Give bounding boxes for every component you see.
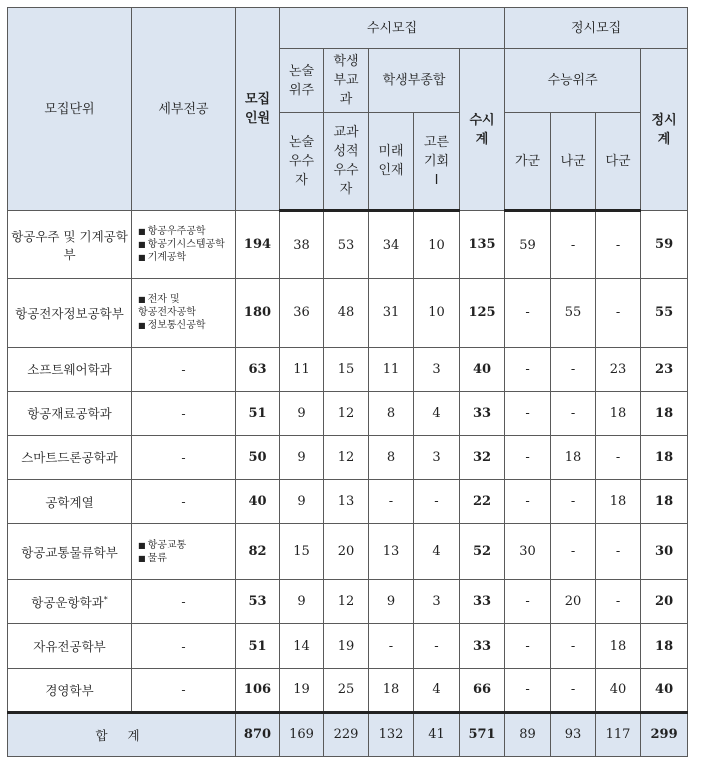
susi-total-cell: 22 — [460, 479, 505, 523]
quota-cell: 50 — [236, 435, 280, 479]
unit-name: 공학계열 — [45, 494, 94, 510]
future-cell: 13 — [369, 524, 414, 580]
na-cell: - — [551, 524, 596, 580]
detail-major-item — [138, 539, 235, 552]
table-row — [8, 479, 688, 523]
susi-total-cell: 32 — [460, 435, 505, 479]
total-label: 합 계 — [8, 712, 236, 756]
da-cell: 18 — [596, 624, 641, 668]
quota-cell: 63 — [236, 347, 280, 391]
grade-cell: 12 — [324, 391, 369, 435]
ga-cell: - — [505, 668, 551, 712]
na-cell: - — [551, 668, 596, 712]
equal-cell: 3 — [414, 347, 460, 391]
detail-major-dash: - — [181, 361, 186, 377]
susi-total-cell: 52 — [460, 524, 505, 580]
detail-major-label: 항공우주공학 — [147, 226, 206, 238]
detail-major-item — [138, 552, 235, 565]
future-cell: 34 — [369, 211, 414, 279]
total-na-cell: 93 — [551, 712, 596, 756]
da-cell: - — [596, 524, 641, 580]
header-essay-group: 논술 위주 — [280, 49, 324, 113]
ga-cell: - — [505, 279, 551, 347]
equal-cell: - — [414, 624, 460, 668]
grade-cell: 25 — [324, 668, 369, 712]
header-na: 나군 — [551, 113, 596, 211]
table-row — [8, 279, 688, 347]
square-bullet-icon: ■ — [138, 227, 146, 237]
header-jeongsi-group: 정시모집 — [505, 8, 688, 49]
grade-cell: 20 — [324, 524, 369, 580]
table-row — [8, 391, 688, 435]
detail-major-cell — [132, 624, 236, 668]
da-cell: 40 — [596, 668, 641, 712]
header-grade-excellent: 교과 성적 우수 자 — [324, 113, 369, 211]
ga-cell: 30 — [505, 524, 551, 580]
detail-major-dash: - — [181, 405, 186, 421]
header-susi-group: 수시모집 — [280, 8, 505, 49]
total-essay-cell: 169 — [280, 712, 324, 756]
essay-cell: 36 — [280, 279, 324, 347]
future-cell: - — [369, 479, 414, 523]
total-grade-cell: 229 — [324, 712, 369, 756]
square-bullet-icon: ■ — [138, 253, 146, 263]
detail-major-cell — [132, 435, 236, 479]
header-quota: 모집 인원 — [236, 8, 280, 211]
ga-cell: - — [505, 347, 551, 391]
table-row — [8, 524, 688, 580]
equal-cell: 4 — [414, 668, 460, 712]
da-cell: 18 — [596, 391, 641, 435]
unit-name: 경영학부 — [45, 682, 94, 698]
essay-cell: 9 — [280, 580, 324, 624]
na-cell: - — [551, 347, 596, 391]
square-bullet-icon: ■ — [138, 540, 146, 550]
da-cell: - — [596, 435, 641, 479]
unit-name: 항공운항학과 — [31, 594, 104, 610]
da-cell: - — [596, 211, 641, 279]
unit-name: 항공교통물류학부 — [21, 544, 118, 560]
na-cell: 20 — [551, 580, 596, 624]
detail-major-item — [138, 238, 235, 251]
na-cell: - — [551, 391, 596, 435]
quota-cell: 180 — [236, 279, 280, 347]
detail-major-dash: - — [181, 594, 186, 610]
square-bullet-icon: ■ — [138, 240, 146, 250]
grade-cell: 15 — [324, 347, 369, 391]
jeongsi-total-cell: 55 — [641, 279, 688, 347]
unit-cell — [8, 347, 132, 391]
equal-cell: - — [414, 479, 460, 523]
unit-cell — [8, 580, 132, 624]
header-da: 다군 — [596, 113, 641, 211]
table-row — [8, 668, 688, 712]
table-row — [8, 435, 688, 479]
jeongsi-total-cell: 18 — [641, 391, 688, 435]
unit-cell — [8, 435, 132, 479]
detail-major-cell — [132, 279, 236, 347]
unit-cell — [8, 524, 132, 580]
grade-cell: 19 — [324, 624, 369, 668]
detail-major-label: 물류 — [147, 552, 167, 564]
detail-major-cell — [132, 668, 236, 712]
essay-cell: 19 — [280, 668, 324, 712]
unit-name: 항공재료공학과 — [27, 406, 112, 422]
quota-cell: 53 — [236, 580, 280, 624]
table-row — [8, 347, 688, 391]
jeongsi-total-cell: 18 — [641, 479, 688, 523]
unit-cell — [8, 391, 132, 435]
table-row — [8, 580, 688, 624]
header-equal-opportunity: 고른 기회 Ⅰ — [414, 113, 460, 211]
total-row — [8, 712, 688, 756]
jeongsi-total-cell: 18 — [641, 624, 688, 668]
detail-major-item — [138, 293, 235, 319]
unit-name: 스마트드론공학과 — [21, 450, 118, 466]
detail-major-item — [138, 251, 235, 264]
susi-total-cell: 66 — [460, 668, 505, 712]
total-susi-total-cell: 571 — [460, 712, 505, 756]
grade-cell: 48 — [324, 279, 369, 347]
detail-major-dash: - — [181, 494, 186, 510]
quota-cell: 106 — [236, 668, 280, 712]
ga-cell: 59 — [505, 211, 551, 279]
essay-cell: 14 — [280, 624, 324, 668]
jeongsi-total-cell: 23 — [641, 347, 688, 391]
header-essay-excellent: 논술 우수 자 — [280, 113, 324, 211]
susi-total-cell: 33 — [460, 624, 505, 668]
unit-cell — [8, 279, 132, 347]
susi-total-cell: 40 — [460, 347, 505, 391]
na-cell: 18 — [551, 435, 596, 479]
jeongsi-total-cell: 40 — [641, 668, 688, 712]
da-cell: 23 — [596, 347, 641, 391]
detail-major-cell — [132, 524, 236, 580]
na-cell: 55 — [551, 279, 596, 347]
total-da-cell: 117 — [596, 712, 641, 756]
header-detail-major: 세부전공 — [132, 8, 236, 211]
detail-major-cell — [132, 211, 236, 279]
unit-cell — [8, 479, 132, 523]
detail-major-item — [138, 319, 235, 332]
detail-major-label: 기계공학 — [147, 252, 187, 264]
header-suneung-group: 수능위주 — [505, 49, 641, 113]
ga-cell: - — [505, 580, 551, 624]
future-cell: - — [369, 624, 414, 668]
susi-total-cell: 135 — [460, 211, 505, 279]
susi-total-cell: 33 — [460, 580, 505, 624]
na-cell: - — [551, 479, 596, 523]
essay-cell: 9 — [280, 479, 324, 523]
detail-major-item — [138, 225, 235, 238]
ga-cell: - — [505, 391, 551, 435]
unit-name: 항공우주 및 기계공학부 — [11, 228, 128, 262]
detail-major-cell — [132, 391, 236, 435]
unit-name: 소프트웨어학과 — [27, 362, 112, 378]
essay-cell: 38 — [280, 211, 324, 279]
detail-major-dash: - — [181, 682, 186, 698]
ga-cell: - — [505, 479, 551, 523]
total-quota-cell: 870 — [236, 712, 280, 756]
na-cell: - — [551, 624, 596, 668]
essay-cell: 9 — [280, 391, 324, 435]
jeongsi-total-cell: 18 — [641, 435, 688, 479]
unit-cell — [8, 624, 132, 668]
jeongsi-total-cell: 20 — [641, 580, 688, 624]
detail-major-dash: - — [181, 449, 186, 465]
quota-cell: 82 — [236, 524, 280, 580]
unit-cell — [8, 668, 132, 712]
future-cell: 8 — [369, 435, 414, 479]
detail-major-label: 전자 및 항공전자공학 — [138, 294, 196, 319]
detail-major-cell — [132, 479, 236, 523]
jeongsi-total-cell: 59 — [641, 211, 688, 279]
table-row — [8, 624, 688, 668]
total-future-cell: 132 — [369, 712, 414, 756]
jeongsi-total-cell: 30 — [641, 524, 688, 580]
future-cell: 9 — [369, 580, 414, 624]
equal-cell: 4 — [414, 524, 460, 580]
essay-cell: 9 — [280, 435, 324, 479]
unit-name: 항공전자정보공학부 — [15, 305, 124, 321]
grade-cell: 13 — [324, 479, 369, 523]
equal-cell: 10 — [414, 211, 460, 279]
header-ga: 가군 — [505, 113, 551, 211]
header-susi-total: 수시 계 — [460, 49, 505, 211]
grade-cell: 12 — [324, 580, 369, 624]
header-future-talent: 미래 인재 — [369, 113, 414, 211]
unit-name: 자유전공학부 — [33, 639, 106, 655]
future-cell: 31 — [369, 279, 414, 347]
equal-cell: 4 — [414, 391, 460, 435]
quota-cell: 40 — [236, 479, 280, 523]
unit-cell — [8, 211, 132, 279]
detail-major-label: 정보통신공학 — [147, 320, 206, 332]
equal-cell: 3 — [414, 435, 460, 479]
table-row — [8, 211, 688, 279]
detail-major-cell — [132, 580, 236, 624]
detail-major-dash: - — [181, 638, 186, 654]
da-cell: - — [596, 279, 641, 347]
essay-cell: 11 — [280, 347, 324, 391]
square-bullet-icon: ■ — [138, 321, 146, 331]
total-jeongsi-total-cell: 299 — [641, 712, 688, 756]
admission-table — [7, 7, 688, 757]
future-cell: 11 — [369, 347, 414, 391]
susi-total-cell: 125 — [460, 279, 505, 347]
total-equal-cell: 41 — [414, 712, 460, 756]
grade-cell: 12 — [324, 435, 369, 479]
grade-cell: 53 — [324, 211, 369, 279]
future-cell: 8 — [369, 391, 414, 435]
na-cell: - — [551, 211, 596, 279]
header-comprehensive-group: 학생부종합 — [369, 49, 460, 113]
square-bullet-icon: ■ — [138, 553, 146, 563]
quota-cell: 51 — [236, 624, 280, 668]
susi-total-cell: 33 — [460, 391, 505, 435]
header-unit: 모집단위 — [8, 8, 132, 211]
detail-major-label: 항공기시스템공학 — [147, 239, 225, 251]
essay-cell: 15 — [280, 524, 324, 580]
total-ga-cell: 89 — [505, 712, 551, 756]
detail-major-label: 항공교통 — [147, 539, 187, 551]
table-body — [8, 211, 688, 757]
da-cell: - — [596, 580, 641, 624]
unit-footnote-mark: * — [103, 594, 108, 604]
equal-cell: 10 — [414, 279, 460, 347]
ga-cell: - — [505, 435, 551, 479]
square-bullet-icon: ■ — [138, 295, 146, 305]
detail-major-cell — [132, 347, 236, 391]
quota-cell: 51 — [236, 391, 280, 435]
header-student-record-group: 학생 부교 과 — [324, 49, 369, 113]
quota-cell: 194 — [236, 211, 280, 279]
equal-cell: 3 — [414, 580, 460, 624]
future-cell: 18 — [369, 668, 414, 712]
ga-cell: - — [505, 624, 551, 668]
header-jeongsi-total: 정시 계 — [641, 49, 688, 211]
da-cell: 18 — [596, 479, 641, 523]
